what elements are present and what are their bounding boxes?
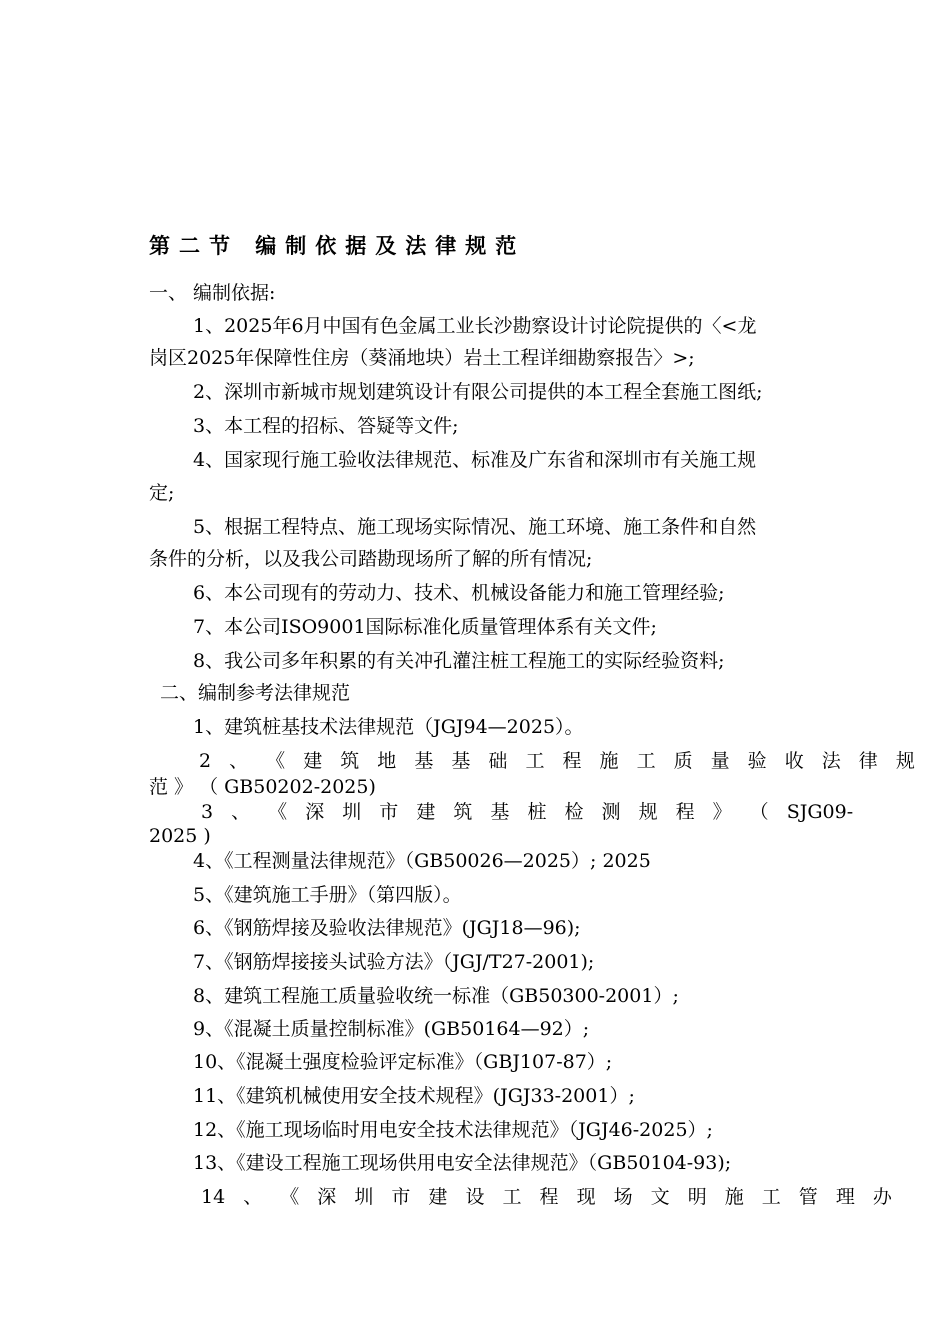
reference-item-9: 9、《混凝土质量控制标准》(GB50164—92）; — [193, 1018, 590, 1040]
reference-item-4: 4、《工程测量法律规范》（GB50026—2025）; 2025 — [193, 850, 651, 872]
reference-item-11: 11、《建筑机械使用安全技术规程》(JGJ33-2001）; — [193, 1085, 635, 1107]
basis-item-2: 2、深圳市新城市规划建筑设计有限公司提供的本工程全套施工图纸; — [193, 381, 763, 403]
reference-heading: 二、编制参考法律规范 — [160, 682, 351, 704]
basis-item-4-line-2: 定; — [149, 482, 175, 504]
basis-item-8: 8、我公司多年积累的有关冲孔灌注桩工程施工的实际经验资料; — [193, 650, 725, 672]
reference-item-5: 5、《建筑施工手册》（第四版）。 — [193, 884, 462, 906]
basis-item-5-line-1: 5、根据工程特点、施工现场实际情况、施工环境、施工条件和自然 — [193, 516, 757, 538]
reference-item-2-line-2: 范 》 （ GB50202-2025) — [149, 776, 376, 798]
reference-item-13: 13、《建设工程施工现场供用电安全法律规范》（GB50104-93); — [193, 1152, 732, 1174]
basis-item-5-line-2: 条件的分析，以及我公司踏勘现场所了解的所有情况; — [149, 548, 593, 570]
reference-item-14-line-1: 14 、 《 深 圳 市 建 设 工 程 现 场 文 明 施 工 管 理 办 — [201, 1186, 892, 1208]
basis-item-7: 7、本公司ISO9001国际标准化质量管理体系有关文件; — [193, 616, 657, 638]
basis-item-3: 3、本工程的招标、答疑等文件; — [193, 415, 459, 437]
reference-item-10: 10、《混凝土强度检验评定标准》（GBJ107-87）; — [193, 1051, 613, 1073]
reference-item-12: 12、《施工现场临时用电安全技术法律规范》（JGJ46-2025）; — [193, 1119, 713, 1141]
reference-item-2-line-1: 2 、 《 建 筑 地 基 基 础 工 程 施 工 质 量 验 收 法 律 规 — [199, 750, 915, 772]
reference-item-7: 7、《钢筋焊接接头试验方法》（JGJ/T27-2001); — [193, 951, 595, 973]
basis-item-4-line-1: 4、国家现行施工验收法律规范、标准及广东省和深圳市有关施工规 — [193, 449, 757, 471]
reference-item-8: 8、建筑工程施工质量验收统一标准（GB50300-2001）; — [193, 985, 679, 1007]
reference-item-1: 1、建筑桩基技术法律规范（JGJ94—2025）。 — [193, 716, 584, 738]
reference-item-6: 6、《钢筋焊接及验收法律规范》(JGJ18—96); — [193, 917, 581, 939]
basis-item-1-line-1: 1、2025年6月中国有色金属工业长沙勘察设计讨论院提供的〈<龙 — [193, 315, 757, 337]
reference-item-3-line-1: 3 、 《 深 圳 市 建 筑 基 桩 检 测 规 程 》 （ SJG09- — [201, 801, 854, 823]
basis-item-6: 6、本公司现有的劳动力、技术、机械设备能力和施工管理经验; — [193, 582, 725, 604]
section-title: 第二节 编制依据及法律规范 — [149, 234, 526, 258]
basis-item-1-line-2: 岗区2025年保障性住房（葵涌地块）岩土工程详细勘察报告〉>; — [149, 347, 695, 369]
reference-item-3-line-2: 2025 ) — [149, 825, 211, 847]
basis-heading: 一、 编制依据: — [149, 282, 276, 304]
